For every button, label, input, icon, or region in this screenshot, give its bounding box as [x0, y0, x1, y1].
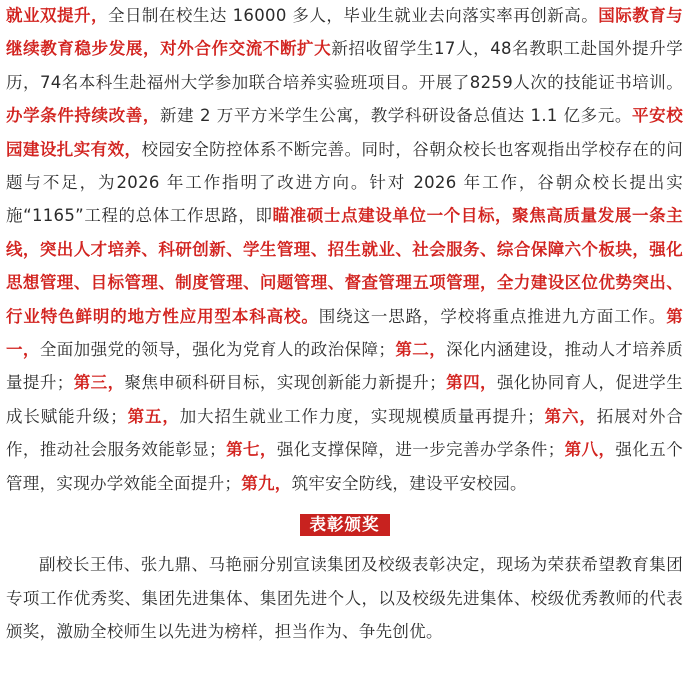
highlighted-text-run: 瞄准硕士点建设单位一个目标，聚焦高质量发展一条主线，突出人才培养、科研创新、学生管理、招生就业、社会服务、综合保障六个板块，强化思想管理、目标管理、制度管理、问题管理、督查管理五项管理，全力建设区位优势突出、行业特色鲜明的地方性应用型本科高校。 [6, 206, 683, 326]
section-heading-awards: 表彰颁奖 [300, 514, 390, 536]
highlighted-text-run: 第七， [225, 440, 277, 460]
text-run: 强化支撑保障，进一步完善办学条件； [276, 440, 565, 460]
text-run: 全面加强党的领导，强化为党育人的政治保障； [39, 340, 396, 360]
highlighted-text-run: 第二， [395, 340, 447, 360]
highlighted-text-run: 第三， [73, 373, 125, 393]
text-run: 全日制在校生达 16000 多人，毕业生就业去向落实率再创新高。 [107, 6, 599, 25]
highlighted-text-run: 第八， [564, 440, 616, 460]
text-run: 深化内涵建设，推动人才培养质量提升； [6, 340, 683, 393]
highlighted-text-run: 第九， [241, 473, 292, 493]
highlighted-text-run: 国际教育与继续教育稳步发展，对外合作交流不断扩大 [6, 6, 683, 59]
highlighted-text-run: 第六， [544, 406, 597, 426]
highlighted-text-run: 就业双提升， [6, 6, 108, 25]
text-run: 新招收留学生17人，48名教职工赴国外提升学历，74名本科生赴福州大学参加联合培养实验班项目。开展了8259人次的技能证书培训。 [6, 39, 684, 92]
highlighted-text-run: 第四， [446, 373, 497, 393]
article-paragraph-work-report [6, 0, 683, 500]
text-run: 强化五个管理，实现办学效能全面提升； [6, 440, 684, 493]
text-run: 筑牢安全防线，建设平安校园。 [291, 473, 527, 493]
section-heading-wrapper [6, 512, 683, 548]
text-run: 加大招生就业工作力度，实现规模质量再提升； [179, 406, 545, 426]
text-run: 围绕这一思路，学校将重点推进九方面工作。 [318, 306, 667, 326]
article-paragraph-awards: 副校长王伟、张九鼎、马艳丽分别宣读集团及校级表彰决定，现场为荣获希望教育集团专项工作优秀奖、集团先进集体、集团先进个人，以及校级先进集体、校级优秀教师的代表颁奖，激励全校师生以先进为榜样，担当作为、争先创优。 [6, 555, 683, 641]
text-run: 校园安全防控体系不断完善。同时，谷朝众校长也客观指出学校存在的问题与不足，为2026 年工作指明了改进方向。针对 2026 年工作，谷朝众校长提出实施“1165”工程的总体工作思路，即 [6, 139, 683, 226]
highlighted-text-run: 第五， [127, 406, 180, 426]
text-run: 强化协同育人，促进学生成长赋能升级； [6, 373, 684, 426]
text-run: 聚焦申硕科研目标，实现创新能力新提升； [124, 373, 447, 393]
text-run: 新建 2 万平方米学生公寓，教学科研设备总值达 1.1 亿多元。 [159, 106, 632, 126]
text-run: 拓展对外合作，推动社会服务效能彰显； [6, 406, 684, 460]
highlighted-text-run: 办学条件持续改善， [6, 106, 160, 126]
highlighted-text-run: 平安校园建设扎实有效， [6, 106, 683, 159]
highlighted-text-run: 第一， [6, 306, 683, 360]
